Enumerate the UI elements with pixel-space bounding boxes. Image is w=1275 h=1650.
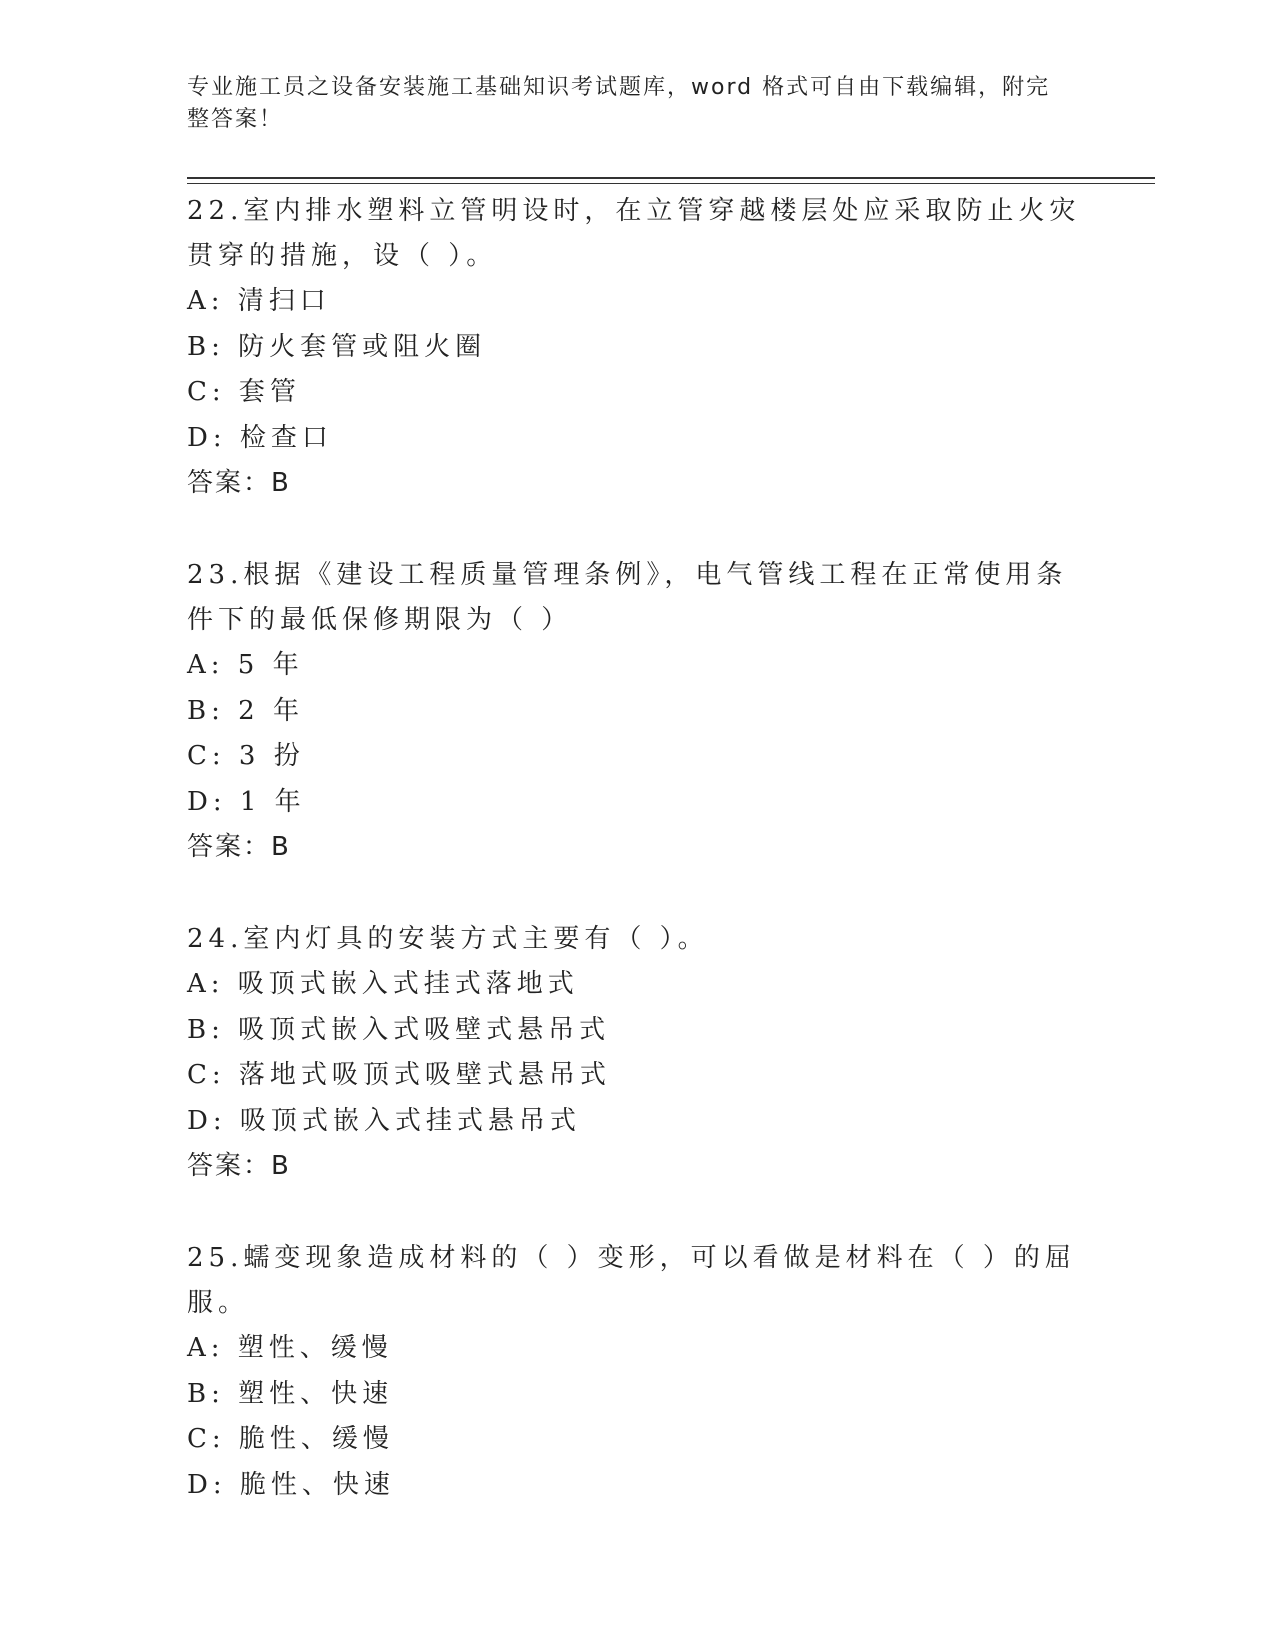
question-stem: 23.根据《建设工程质量管理条例》，电气管线工程在正常使用条件下的最低保修期限为（ ） [187, 560, 1068, 635]
option-d: D: 检查口 [187, 422, 333, 453]
option-a: A: 吸顶式嵌入式挂式落地式 [187, 969, 579, 999]
option-b: B: 防火套管或阻火圈 [187, 331, 487, 362]
option-b: B: 吸顶式嵌入式吸壁式悬吊式 [187, 1014, 611, 1045]
option-d: D: 脆性、快速 [187, 1469, 395, 1500]
option-c: C: 3 扮 [187, 741, 305, 771]
question-25 [187, 1236, 1087, 1508]
question-22 [187, 189, 1087, 506]
question-stem: 25.蠕变现象造成材料的（ ）变形，可以看做是材料在（ ）的屈服。 [187, 1243, 1076, 1318]
document-header: 专业施工员之设备安装施工基础知识考试题库，word 格式可自由下载编辑，附完整答案！ [187, 75, 1051, 132]
answer-line: 答案：B [187, 468, 291, 498]
header-divider-thin [187, 183, 1155, 184]
option-a: A: 塑性、缓慢 [187, 1333, 393, 1363]
option-c: C: 脆性、缓慢 [187, 1424, 394, 1454]
option-b: B: 2 年 [187, 695, 304, 726]
header-divider-thick [187, 177, 1155, 179]
option-c: C: 落地式吸顶式吸壁式悬吊式 [187, 1060, 611, 1090]
answer-line: 答案：B [187, 1151, 291, 1181]
answer-line: 答案：B [187, 832, 291, 862]
option-b: B: 塑性、快速 [187, 1378, 394, 1409]
option-c: C: 套管 [187, 377, 301, 407]
option-a: A: 5 年 [187, 650, 304, 680]
question-23 [187, 553, 1087, 870]
question-stem: 24.室内灯具的安装方式主要有（ ）。 [187, 924, 709, 954]
option-a: A: 清扫口 [187, 286, 331, 316]
question-24 [187, 917, 1087, 1189]
option-d: D: 吸顶式嵌入式挂式悬吊式 [187, 1105, 581, 1136]
question-stem: 22.室内排水塑料立管明设时，在立管穿越楼层处应采取防止火灾贯穿的措施，设（ ）。 [187, 196, 1081, 271]
option-d: D: 1 年 [187, 786, 306, 817]
